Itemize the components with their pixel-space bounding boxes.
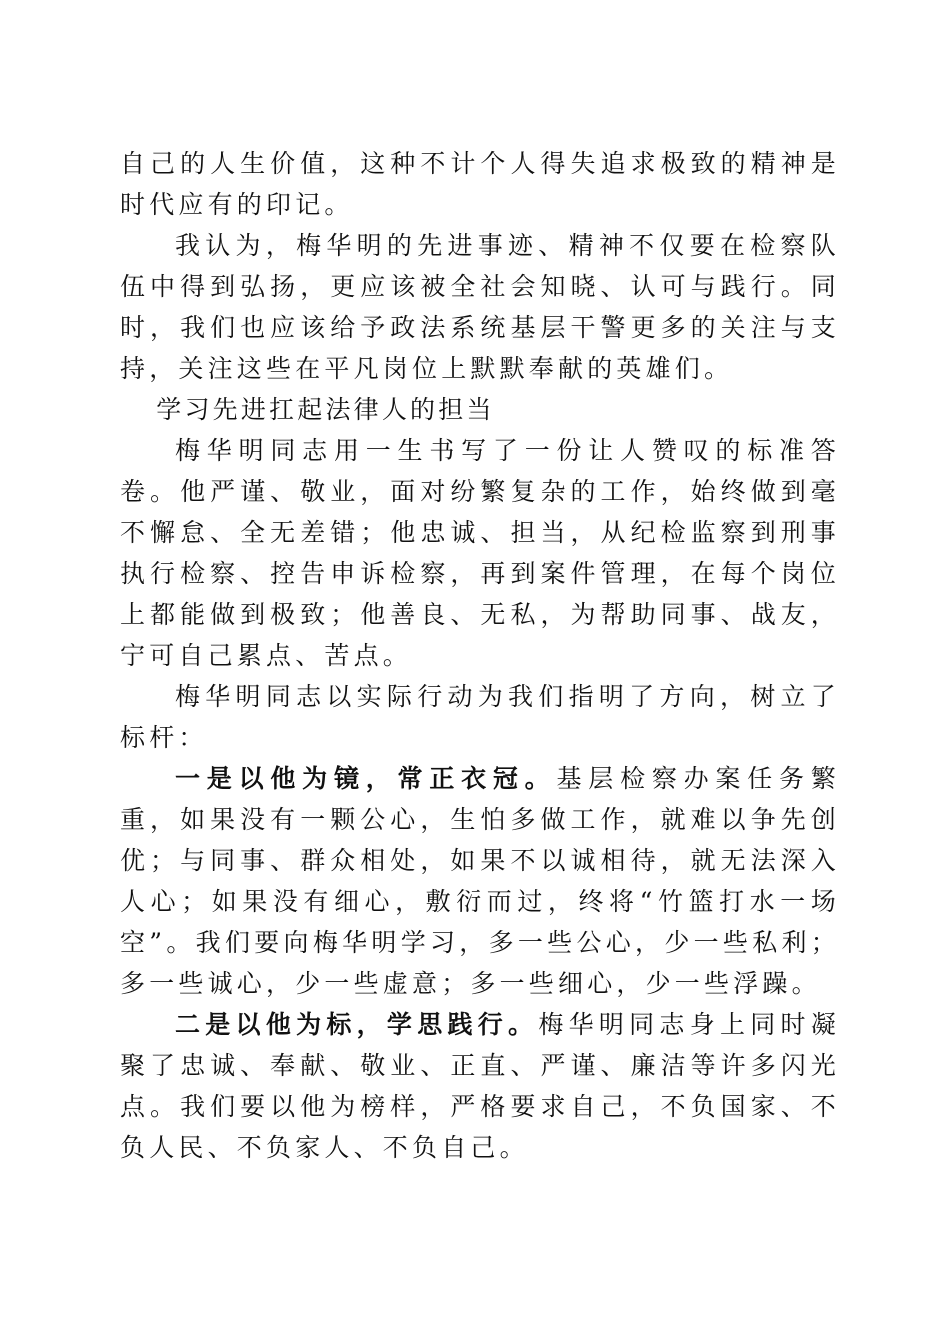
point-one-lead: 一是以他为镜，常正衣冠。 bbox=[175, 764, 557, 793]
point-one-text: 基层检察办案任务繁重，如果没有一颗公心，生怕多做工作，就难以争先创优；与同事、群众相处，如果不以诚相待，就无法深入人心；如果没有细心，敷衍而过，终将“竹篮打水一场空”。我们要向梅华明学习，多一些公心，少一些私利；多一些诚心，少一些虚意；多一些细心，少一些浮躁。 bbox=[120, 764, 840, 998]
paragraph-point-two bbox=[120, 1004, 840, 1168]
paragraph-direction: 梅华明同志以实际行动为我们指明了方向，树立了标杆： bbox=[120, 682, 840, 752]
point-two-lead: 二是以他为标，学思践行。 bbox=[175, 1010, 539, 1039]
point-two-text: 梅华明同志身上同时凝聚了忠诚、奉献、敬业、正直、严谨、廉洁等许多闪光点。我们要以他为榜样，严格要求自己，不负国家、不负人民、不负家人、不负自己。 bbox=[120, 1010, 840, 1162]
paragraph-opinion: 我认为，梅华明的先进事迹、精神不仅要在检察队伍中得到弘扬，更应该被全社会知晓、认可与践行。同时，我们也应该给予政法系统基层干警更多的关注与支持，关注这些在平凡岗位上默默奉献的英雄们。 bbox=[120, 231, 840, 383]
paragraph-continuation: 自己的人生价值，这种不计个人得失追求极致的精神是时代应有的印记。 bbox=[120, 149, 840, 219]
document-body bbox=[120, 143, 840, 1168]
section-heading: 学习先进扛起法律人的担当 bbox=[156, 395, 495, 424]
paragraph-standard-answer: 梅华明同志用一生书写了一份让人赞叹的标准答卷。他严谨、敬业，面对纷繁复杂的工作，始终做到毫不懈怠、全无差错；他忠诚、担当，从纪检监察到刑事执行检察、控告申诉检察，再到案件管理，在每个岗位上都能做到极致；他善良、无私，为帮助同事、战友，宁可自己累点、苦点。 bbox=[120, 436, 840, 670]
paragraph-point-one bbox=[120, 758, 840, 1004]
